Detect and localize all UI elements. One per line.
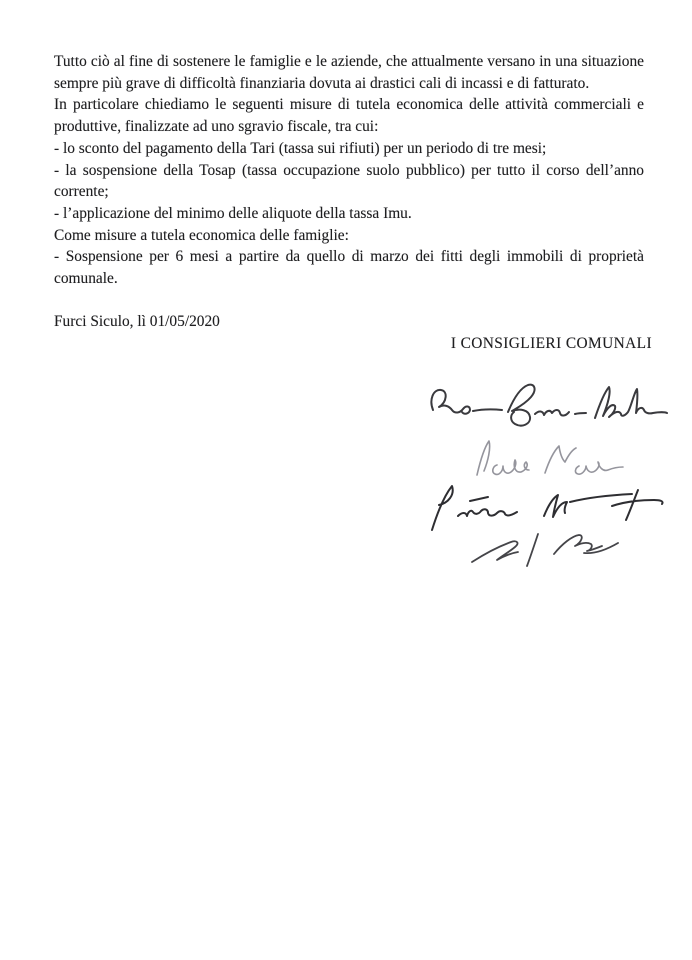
handwritten-signature-2 [467, 435, 629, 483]
handwritten-signature-1 [425, 380, 669, 436]
signature-stroke [431, 385, 667, 426]
list-item-imu: - l’applicazione del minimo delle aliquote della tassa Imu. [54, 204, 412, 222]
handwritten-signature-4 [466, 526, 628, 572]
paragraph-families-intro: Come misure a tutela economica delle famiglie: [54, 226, 349, 244]
document-body [54, 51, 652, 355]
signature-block-title: I CONSIGLIERI COMUNALI [450, 335, 652, 353]
dateline: Furci Siculo, lì 01/05/2020 [54, 313, 220, 331]
paragraph-intro: Tutto ciò al fine di sostenere le famiglie e le aziende, che attualmente versano in una situazione sempre più grave di difficoltà finanziaria dovuta ai drastici cali di incassi e di fatturato. [54, 53, 644, 92]
signature-stroke [472, 534, 618, 566]
paragraph-measures-intro: In particolare chiediamo le seguenti misure di tutela economica delle attività commerciali e produttive, finalizzate ad uno sgravio fiscale, tra cui: [54, 96, 644, 136]
signature-stroke [432, 486, 663, 530]
list-item-tari: - lo sconto del pagamento della Tari (tassa sui rifiuti) per un periodo di tre mesi; [54, 139, 547, 157]
list-item-rent-suspension: - Sospensione per 6 mesi a partire da quello di marzo dei fitti degli immobili di proprietà comunale. [54, 248, 644, 288]
signature-stroke [477, 441, 623, 475]
list-item-tosap: - la sospensione della Tosap (tassa occupazione suolo pubblico) per tutto il corso dell’anno corrente; [54, 161, 644, 201]
